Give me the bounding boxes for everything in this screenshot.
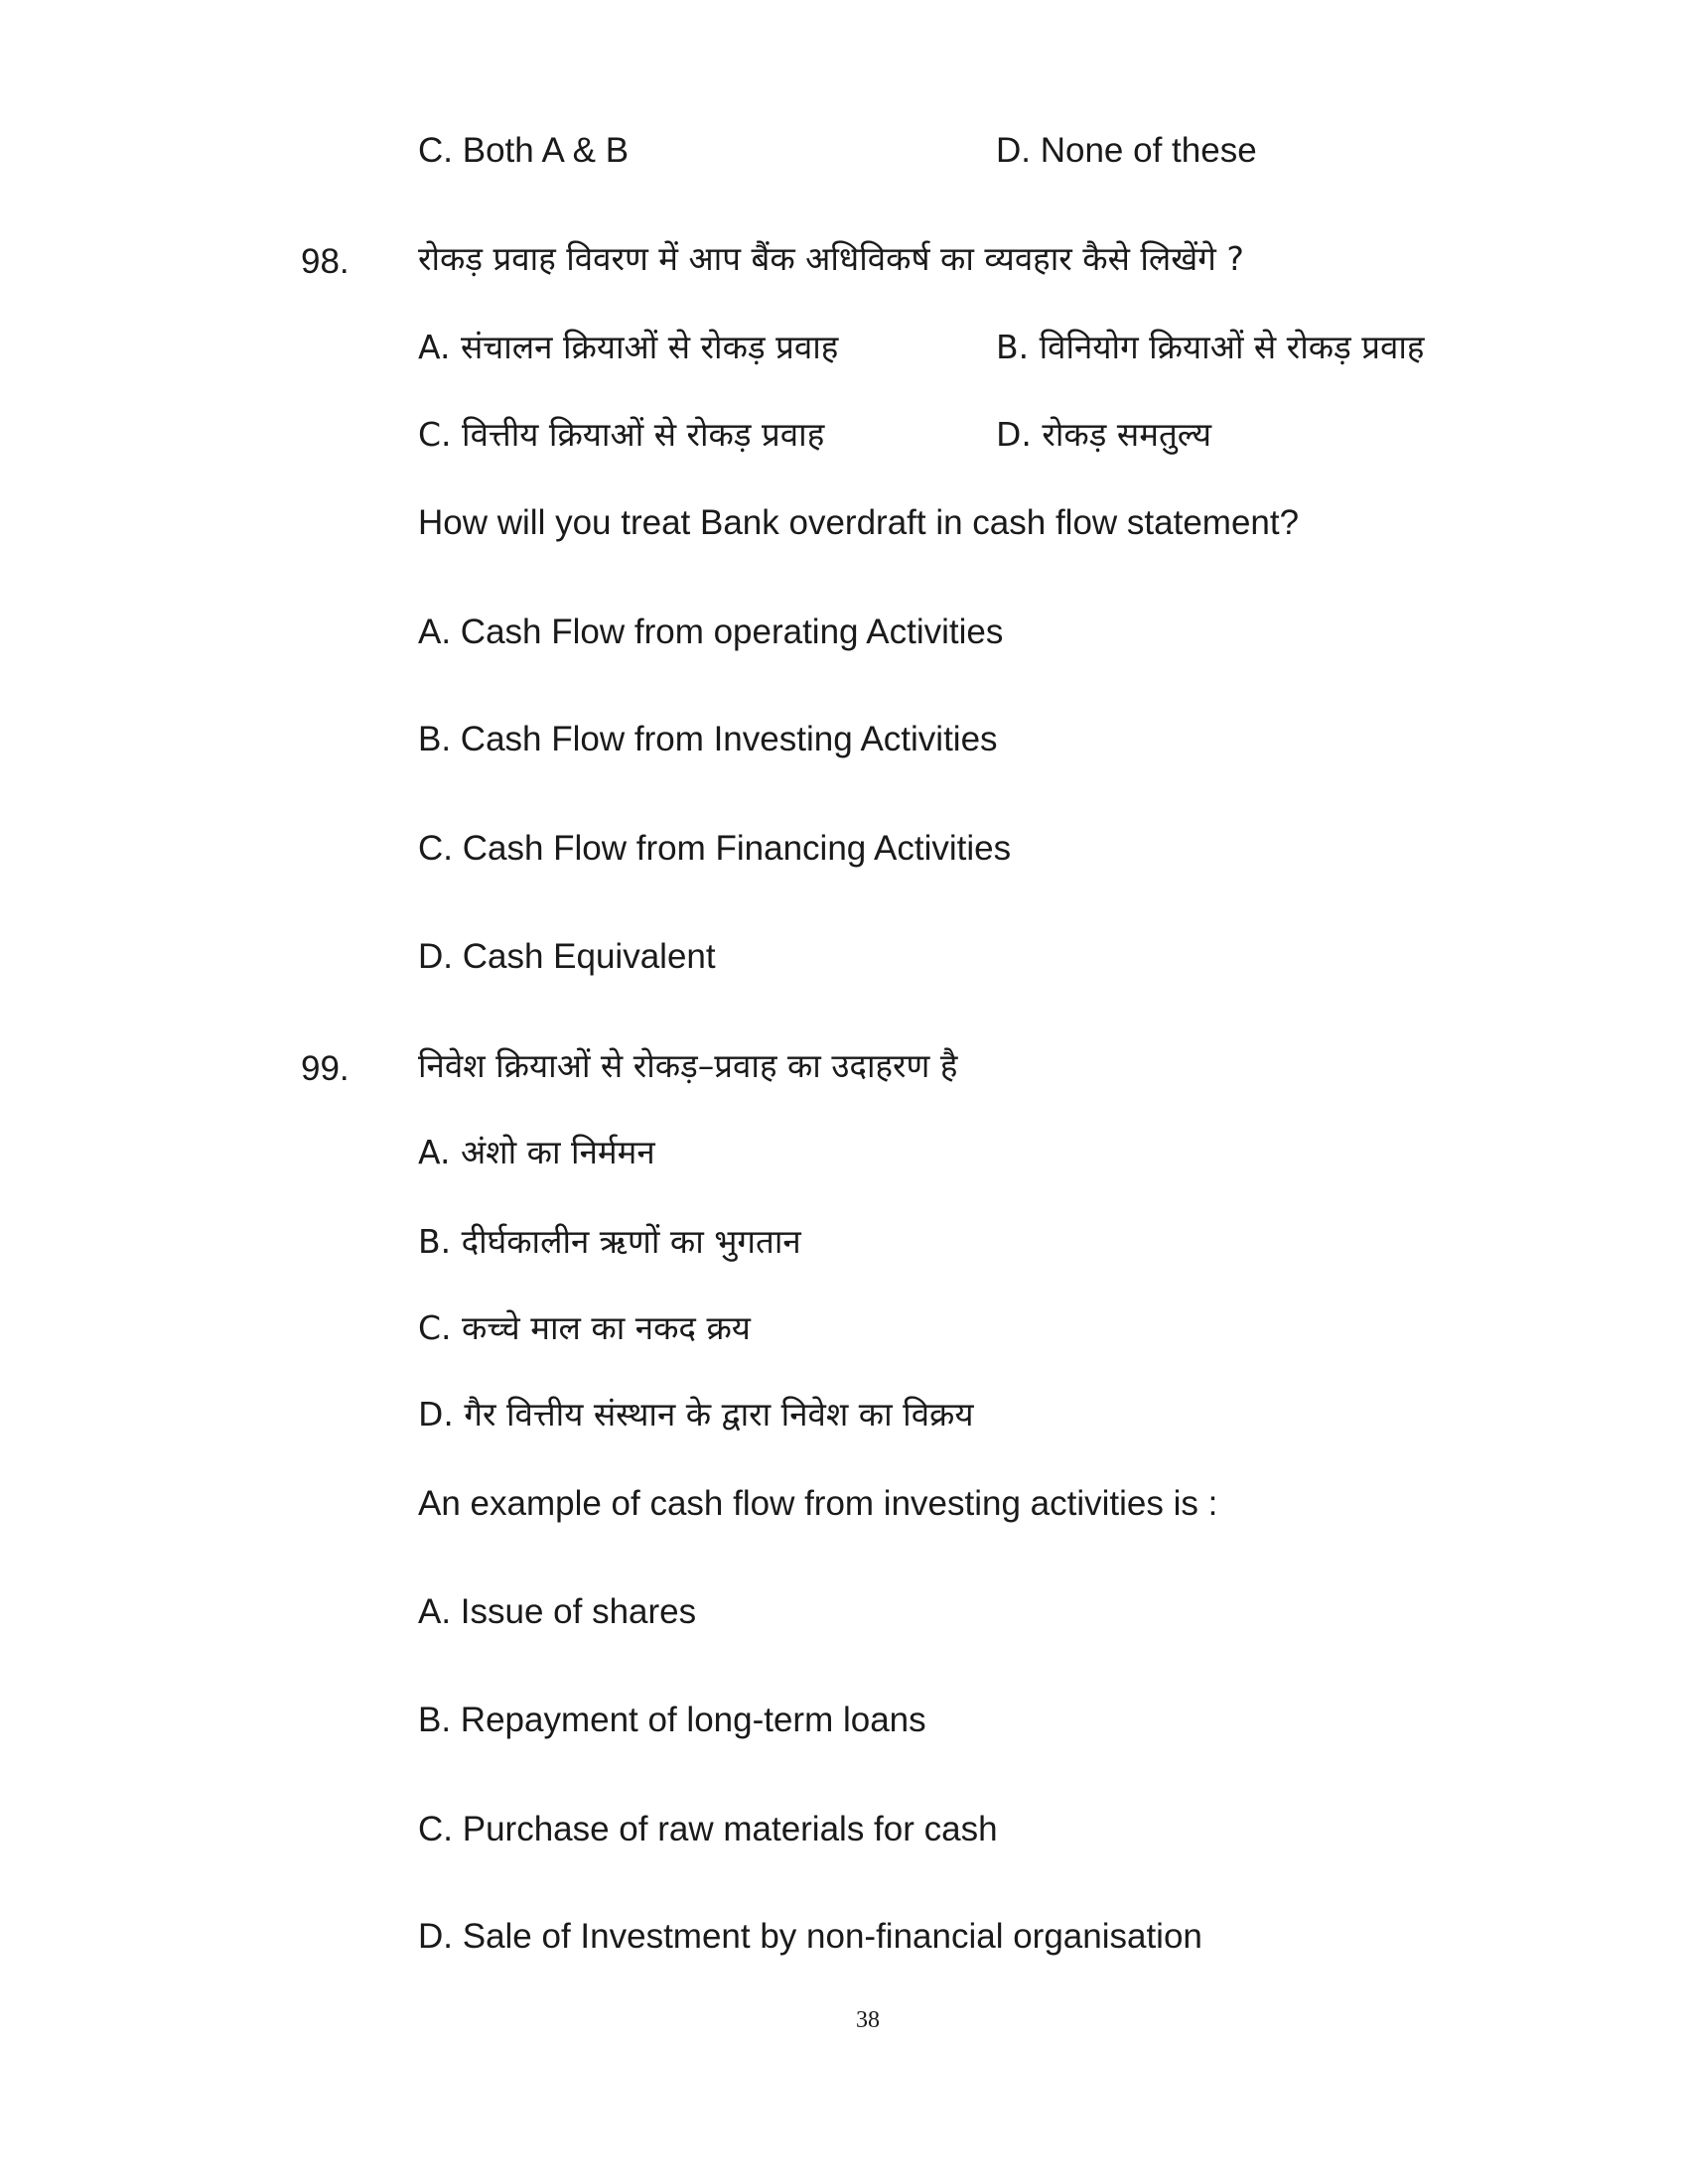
english-option-b: B. Repayment of long-term loans	[418, 1701, 926, 1739]
hindi-option-d: D. गैर वित्तीय संस्थान के द्वारा निवेश का विक्रय	[418, 1395, 974, 1433]
question-number: 98.	[301, 242, 350, 281]
prev-option-d: D. None of these	[996, 131, 1257, 170]
hindi-option-d: D. रोकड़ समतुल्य	[996, 415, 1211, 454]
page-number: 38	[856, 2007, 880, 2033]
english-option-c: C. Purchase of raw materials for cash	[418, 1810, 998, 1848]
hindi-option-c: C. वित्तीय क्रियाओं से रोकड़ प्रवाह	[418, 415, 825, 454]
english-question: An example of cash flow from investing activities is :	[418, 1484, 1218, 1523]
english-option-a: A. Issue of shares	[418, 1592, 697, 1631]
english-option-b: B. Cash Flow from Investing Activities	[418, 720, 998, 758]
english-question: How will you treat Bank overdraft in cash flow statement?	[418, 503, 1300, 542]
english-option-d: D. Sale of Investment by non-financial organisation	[418, 1917, 1202, 1956]
question-number: 99.	[301, 1049, 350, 1088]
hindi-option-a: A. अंशो का निर्ममन	[418, 1133, 655, 1171]
hindi-option-c: C. कच्चे माल का नकद क्रय	[418, 1308, 751, 1347]
hindi-option-b: B. दीर्घकालीन ऋणों का भुगतान	[418, 1222, 801, 1261]
hindi-question: रोकड़ प्रवाह विवरण में आप बैंक अधिविकर्ष का व्यवहार कैसे लिखेंगे ?	[418, 239, 1244, 278]
hindi-option-b: B. विनियोग क्रियाओं से रोकड़ प्रवाह	[996, 328, 1425, 366]
english-option-d: D. Cash Equivalent	[418, 937, 716, 976]
hindi-question: निवेश क्रियाओं से रोकड़–प्रवाह का उदाहरण है	[418, 1046, 958, 1085]
prev-option-c: C. Both A & B	[418, 131, 630, 170]
hindi-option-a: A. संचालन क्रियाओं से रोकड़ प्रवाह	[418, 328, 839, 366]
english-option-a: A. Cash Flow from operating Activities	[418, 613, 1004, 651]
english-option-c: C. Cash Flow from Financing Activities	[418, 829, 1012, 868]
